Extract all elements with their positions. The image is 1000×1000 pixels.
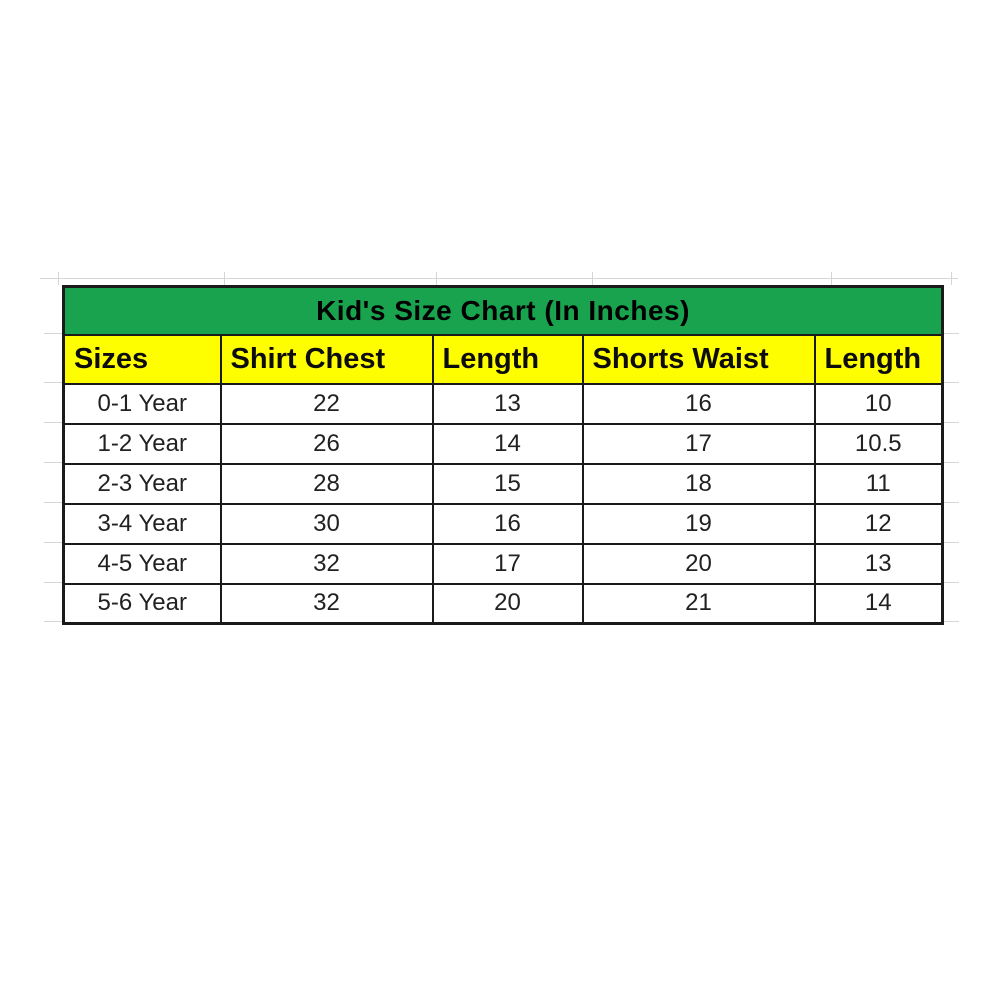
size-chart-table xyxy=(62,285,944,625)
table-cell: 20 xyxy=(583,544,815,584)
gridline xyxy=(224,272,225,285)
table-row xyxy=(64,464,943,504)
size-label: 3-4 Year xyxy=(64,504,221,544)
column-header-row xyxy=(64,335,943,384)
size-label: 5-6 Year xyxy=(64,584,221,624)
gridline xyxy=(831,272,832,285)
size-label: 4-5 Year xyxy=(64,544,221,584)
gridline xyxy=(436,272,437,285)
table-cell: 14 xyxy=(815,584,943,624)
table-cell: 30 xyxy=(221,504,433,544)
gridline xyxy=(44,462,62,463)
table-cell: 32 xyxy=(221,584,433,624)
gridline xyxy=(44,422,62,423)
table-cell: 17 xyxy=(433,544,583,584)
column-header-sizes: Sizes xyxy=(64,335,221,384)
gridline xyxy=(44,333,62,334)
table-cell: 26 xyxy=(221,424,433,464)
title-row xyxy=(64,287,943,335)
table-cell: 17 xyxy=(583,424,815,464)
size-label: 1-2 Year xyxy=(64,424,221,464)
gridline xyxy=(44,502,62,503)
table-row xyxy=(64,424,943,464)
table-cell: 28 xyxy=(221,464,433,504)
table-cell: 15 xyxy=(433,464,583,504)
table-cell: 10.5 xyxy=(815,424,943,464)
table-cell: 12 xyxy=(815,504,943,544)
column-header-shorts-waist: Shorts Waist xyxy=(583,335,815,384)
gridline xyxy=(951,272,952,285)
table-cell: 19 xyxy=(583,504,815,544)
gridline xyxy=(44,582,62,583)
table-cell: 13 xyxy=(433,384,583,424)
table-cell: 18 xyxy=(583,464,815,504)
size-label: 2-3 Year xyxy=(64,464,221,504)
gridline xyxy=(58,272,59,285)
gridline xyxy=(592,272,593,285)
table-cell: 20 xyxy=(433,584,583,624)
table-title: Kid's Size Chart (In Inches) xyxy=(64,287,943,335)
table-cell: 16 xyxy=(583,384,815,424)
table-cell: 11 xyxy=(815,464,943,504)
size-label: 0-1 Year xyxy=(64,384,221,424)
table-cell: 21 xyxy=(583,584,815,624)
table-row xyxy=(64,584,943,624)
gridline xyxy=(44,382,62,383)
table-row xyxy=(64,544,943,584)
column-header-shirt-chest: Shirt Chest xyxy=(221,335,433,384)
gridline xyxy=(44,621,62,622)
column-header-shorts-length: Length xyxy=(815,335,943,384)
table-row xyxy=(64,504,943,544)
table-cell: 32 xyxy=(221,544,433,584)
table-cell: 13 xyxy=(815,544,943,584)
table-row xyxy=(64,384,943,424)
table-cell: 10 xyxy=(815,384,943,424)
gridline xyxy=(44,542,62,543)
table-cell: 22 xyxy=(221,384,433,424)
table-cell: 14 xyxy=(433,424,583,464)
gridline xyxy=(40,278,958,279)
column-header-shirt-length: Length xyxy=(433,335,583,384)
table-cell: 16 xyxy=(433,504,583,544)
